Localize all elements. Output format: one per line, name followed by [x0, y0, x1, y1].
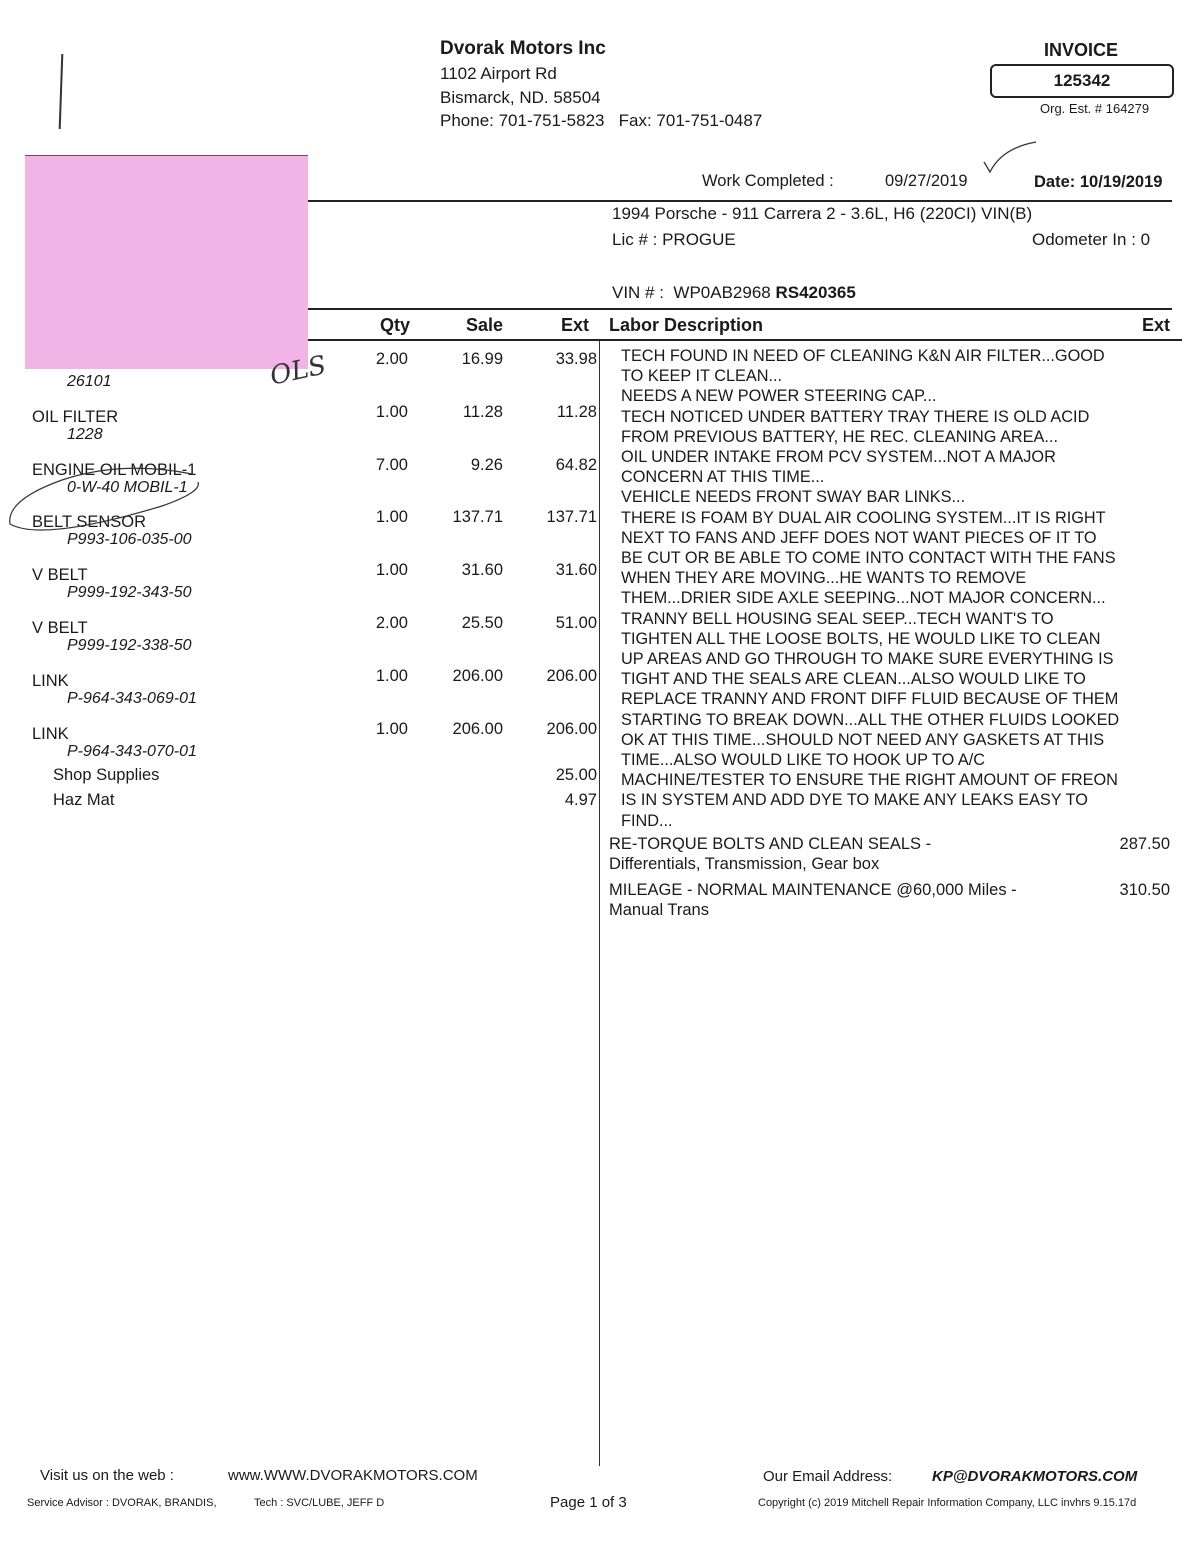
part-name: V BELT	[32, 566, 88, 585]
divider-line	[25, 155, 308, 156]
part-qty: 1.00	[375, 561, 408, 580]
labor-note-line: TO KEEP IT CLEAN...	[621, 367, 783, 386]
check-mark-icon	[980, 138, 1040, 178]
header-divider	[308, 200, 1172, 202]
vin-prefix: VIN # : WP0AB2968	[612, 283, 776, 302]
invoice-number: 125342	[990, 64, 1174, 98]
labor-note-line: FROM PREVIOUS BATTERY, HE REC. CLEANING AREA...	[621, 427, 1058, 446]
part-name: ENGINE OIL MOBIL-1	[32, 460, 197, 479]
part-qty: 1.00	[375, 719, 408, 738]
part-ext: 206.00	[546, 666, 597, 685]
labor-item-ext: 287.50	[1119, 835, 1170, 853]
part-number: P-964-343-069-01	[67, 689, 197, 707]
part-qty: 2.00	[375, 614, 408, 632]
part-ext: 51.00	[555, 614, 597, 632]
labor-note-line: WHEN THEY ARE MOVING...HE WANTS TO REMOVE	[621, 569, 1027, 588]
shop-name: Dvorak Motors Inc	[440, 38, 606, 59]
service-advisor: Service Advisor : DVORAK, BRANDIS,	[27, 1497, 217, 1509]
part-name: BELT SENSOR	[32, 513, 147, 532]
labor-note-line: TIME...ALSO WOULD LIKE TO HOOK UP TO A/C	[621, 751, 986, 770]
col-sale: Sale	[466, 315, 504, 335]
labor-note-line: THEM...DRIER SIDE AXLE SEEPING...NOT MAJOR CONCERN...	[621, 589, 1106, 608]
fee-ext: 25.00	[555, 766, 597, 784]
labor-note-line: CONCERN AT THIS TIME...	[621, 468, 825, 487]
invoice-date: Date: 10/19/2019	[1034, 173, 1163, 191]
technician: Tech : SVC/LUBE, JEFF D	[254, 1497, 385, 1509]
labor-item-detail: Differentials, Transmission, Gear box	[609, 855, 880, 873]
circle-scribble-icon	[2, 462, 222, 542]
labor-note-line: MACHINE/TESTER TO ENSURE THE RIGHT AMOUNT OF FREON	[621, 771, 1118, 790]
labor-item-ext: 310.50	[1119, 881, 1170, 899]
col-qty: Qty	[380, 315, 411, 335]
part-name: V BELT	[32, 619, 88, 637]
work-completed-label: Work Completed :	[702, 172, 834, 190]
part-ext: 206.00	[546, 719, 597, 738]
part-qty: 1.00	[375, 402, 408, 421]
labor-item-title: MILEAGE - NORMAL MAINTENANCE @60,000 Miles -	[609, 881, 1017, 899]
labor-note-line: NEEDS A NEW POWER STEERING CAP...	[621, 387, 937, 406]
labor-item-detail: Manual Trans	[609, 901, 709, 919]
part-ext: 64.82	[555, 455, 597, 474]
part-sale: 31.60	[461, 561, 503, 580]
part-sale: 11.28	[462, 402, 503, 421]
part-sale: 16.99	[461, 350, 503, 368]
labor-note-line: BE CUT OR BE ABLE TO COME INTO CONTACT WITH THE FANS	[621, 549, 1116, 568]
columns-top-divider	[308, 308, 1172, 310]
labor-note-line: FIND...	[621, 811, 673, 830]
fee-name: Haz Mat	[53, 790, 115, 809]
part-number: P999-192-338-50	[67, 637, 192, 654]
vin-suffix: RS420365	[775, 283, 856, 302]
part-name: LINK	[32, 724, 69, 743]
col-labor-description: Labor Description	[609, 315, 764, 335]
part-number: P999-192-343-50	[67, 584, 192, 602]
labor-note-line: TRANNY BELL HOUSING SEAL SEEP...TECH WANT'S TO	[621, 609, 1054, 628]
website-link[interactable]: www.WWW.DVORAKMOTORS.COM	[228, 1467, 478, 1484]
part-sale: 206.00	[452, 719, 503, 738]
column-separator	[599, 341, 600, 1466]
col-labor-ext: Ext	[1142, 315, 1171, 335]
labor-note-line: OIL UNDER INTAKE FROM PCV SYSTEM...NOT A MAJOR	[621, 448, 1056, 467]
vehicle-description: 1994 Porsche - 911 Carrera 2 - 3.6L, H6 (220CI) VIN(B)	[612, 204, 1033, 223]
part-qty: 1.00	[375, 666, 408, 685]
labor-note-line: TIGHT AND THE SEALS ARE CLEAN...ALSO WOULD LIKE TO	[621, 670, 1086, 689]
handwritten-note: OLS	[267, 350, 329, 392]
columns-bottom-divider	[308, 339, 1182, 341]
fee-name: Shop Supplies	[53, 766, 160, 784]
labor-note-line: REPLACE TRANNY AND FRONT DIFF FLUID BECAUSE OF THEM	[621, 690, 1119, 709]
labor-notes	[621, 346, 1181, 831]
labor-note-line: VEHICLE NEEDS FRONT SWAY BAR LINKS...	[621, 488, 966, 507]
shop-address: 1102 Airport Rd	[440, 64, 557, 83]
labor-note-line: IS IN SYSTEM AND ADD DYE TO MAKE ANY LEAKS EASY TO	[621, 791, 1088, 810]
visit-label: Visit us on the web :	[40, 1467, 174, 1484]
part-ext: 31.60	[555, 561, 597, 580]
email-label: Our Email Address:	[763, 1468, 893, 1485]
labor-note-line: NEXT TO FANS AND JEFF DOES NOT WANT PIECES OF IT TO	[621, 528, 1097, 547]
invoice-label: INVOICE	[1044, 40, 1119, 60]
col-ext: Ext	[561, 315, 590, 335]
shop-phone-fax: Phone: 701-751-5823 Fax: 701-751-0487	[440, 111, 763, 130]
part-number: P993-106-035-00	[67, 531, 192, 549]
org-est: Org. Est. # 164279	[1040, 101, 1150, 116]
labor-note-line: UP AREAS AND GO THROUGH TO MAKE SURE EVERYTHING IS	[621, 650, 1114, 669]
vin	[612, 283, 856, 303]
copyright: Copyright (c) 2019 Mitchell Repair Information Company, LLC invhrs 9.15.17d	[758, 1497, 1137, 1509]
part-qty: 2.00	[375, 350, 408, 368]
part-name: OIL FILTER	[32, 407, 119, 426]
work-completed-date: 09/27/2019	[885, 172, 968, 190]
labor-note-line: OK AT THIS TIME...SHOULD NOT NEED ANY GASKETS AT THIS	[621, 730, 1105, 749]
redaction-sticky-note	[25, 156, 308, 369]
labor-note-line: TECH NOTICED UNDER BATTERY TRAY THERE IS OLD ACID	[621, 407, 1090, 426]
part-ext: 33.98	[555, 350, 597, 368]
part-number: 1228	[67, 425, 103, 443]
part-sale: 137.71	[452, 508, 503, 527]
labor-note-line: TIGHTEN ALL THE LOOSE BOLTS, HE WOULD LIKE TO CLEAN	[621, 629, 1101, 648]
part-sale: 25.50	[461, 614, 503, 632]
part-ext: 137.71	[546, 508, 597, 527]
license-plate: Lic # : PROGUE	[612, 230, 736, 249]
part-sale: 9.26	[470, 455, 503, 474]
page-number: Page 1 of 3	[550, 1494, 627, 1511]
email-link[interactable]: KP@DVORAKMOTORS.COM	[932, 1468, 1138, 1485]
labor-item-title: RE-TORQUE BOLTS AND CLEAN SEALS -	[609, 835, 932, 853]
part-qty: 7.00	[375, 455, 408, 474]
part-number: 0-W-40 MOBIL-1	[67, 478, 188, 496]
fee-ext: 4.97	[564, 790, 597, 809]
labor-note-line: STARTING TO BREAK DOWN...ALL THE OTHER FLUIDS LOOKED	[621, 710, 1120, 729]
part-ext: 11.28	[556, 402, 597, 421]
part-qty: 1.00	[375, 508, 408, 527]
part-name: LINK	[32, 671, 69, 690]
labor-note-line: THERE IS FOAM BY DUAL AIR COOLING SYSTEM...IT IS RIGHT	[621, 508, 1106, 527]
part-number: P-964-343-070-01	[67, 742, 197, 760]
odometer-in: Odometer In : 0	[1032, 230, 1151, 249]
part-number: 26101	[67, 373, 112, 390]
shop-city: Bismarck, ND. 58504	[440, 88, 601, 107]
part-sale: 206.00	[452, 666, 503, 685]
labor-note-line: TECH FOUND IN NEED OF CLEANING K&N AIR FILTER...GOOD	[621, 347, 1105, 365]
margin-pen-mark	[59, 54, 64, 129]
